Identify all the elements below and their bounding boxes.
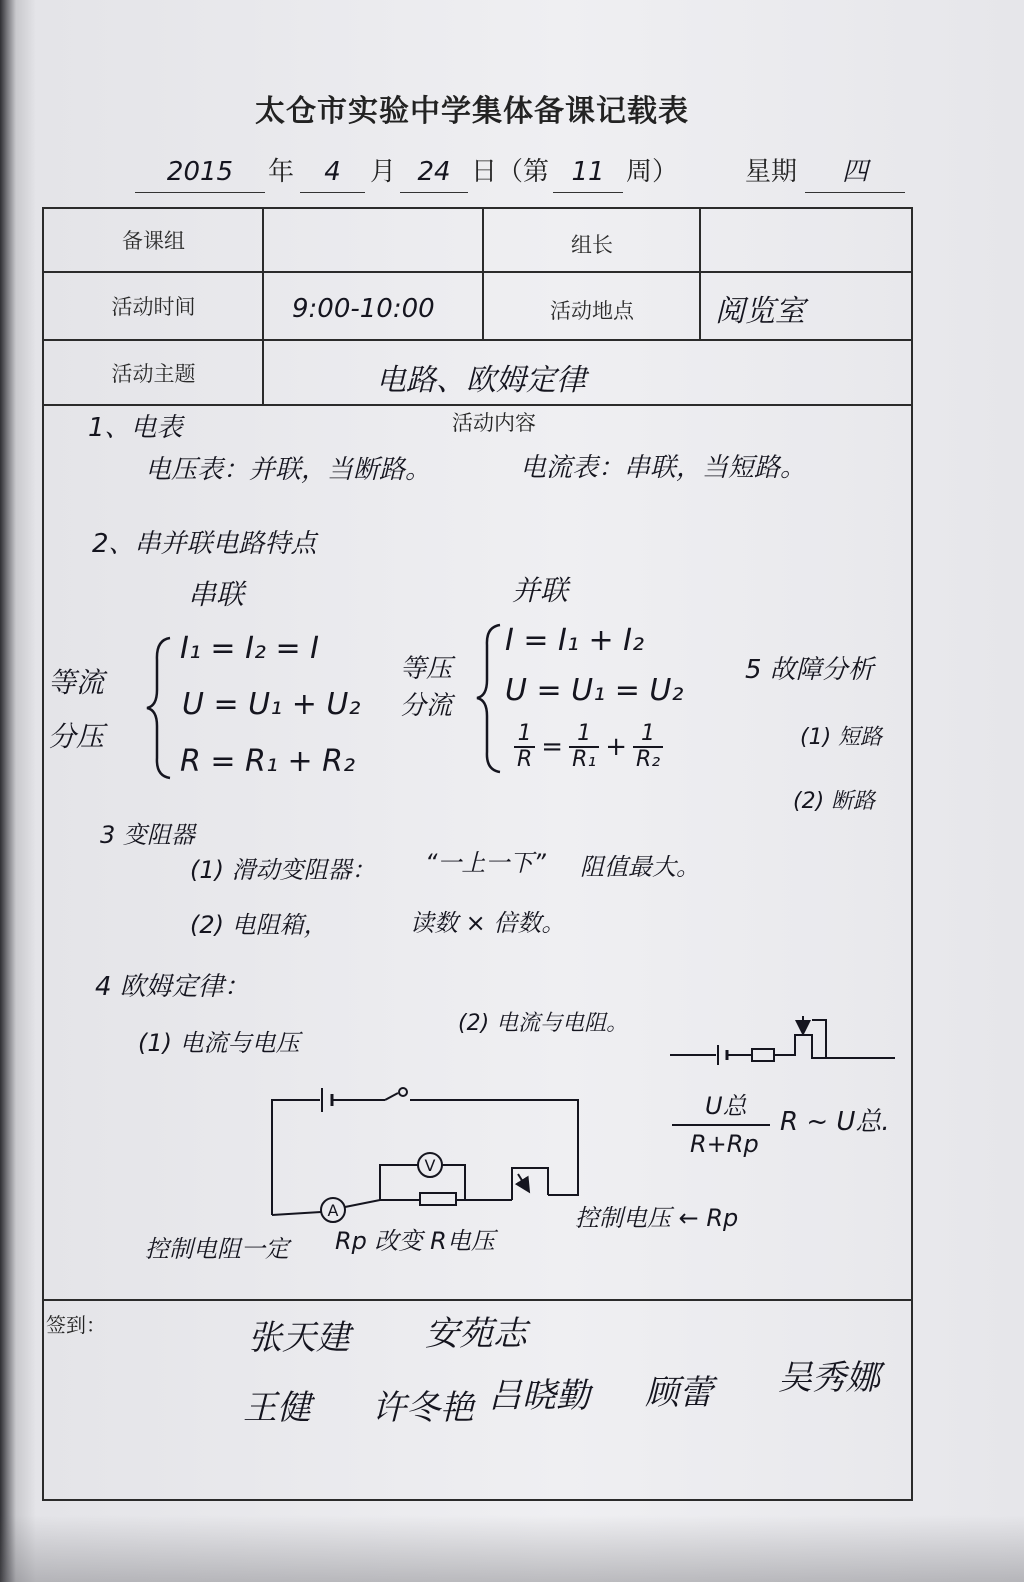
date-day-label: 日（第 [471, 157, 550, 187]
signature: 吕晓勤 [488, 1376, 590, 1416]
signature: 吴秀娜 [778, 1358, 880, 1398]
group-value [265, 210, 482, 270]
ammeter-note: 电流表：串联，当短路。 [520, 453, 807, 483]
topic-label: 活动主题 [111, 362, 196, 386]
content-label: 活动内容 [452, 411, 536, 435]
series-current-equation: I₁ = I₂ = I [180, 631, 320, 666]
parallel-current-equation: I = I₁ + I₂ [505, 623, 645, 658]
signature: 张天建 [248, 1318, 350, 1358]
formula-denominator: R+Rp [690, 1130, 759, 1158]
date-month-label: 月 [370, 157, 397, 187]
parallel-brace [477, 625, 500, 772]
fault-short-circuit: (1) 短路 [800, 725, 883, 750]
fraction-numerator: 1 [577, 721, 592, 746]
fraction-denominator: R₂ [633, 746, 663, 772]
section-3-heading: 3 变阻器 [100, 821, 195, 849]
equals-sign: = [541, 731, 564, 762]
voltmeter-branch [442, 1165, 465, 1200]
signature: 王健 [243, 1388, 311, 1428]
switch-contact [399, 1088, 407, 1096]
switch-blade [385, 1093, 398, 1100]
circuit-wire [345, 1200, 420, 1207]
resistance-box-note: 读数 × 倍数。 [410, 909, 566, 937]
ohm-item-1: (1) 电流与电压 [138, 1029, 300, 1057]
signature: 安苑志 [425, 1314, 527, 1354]
circuit-note-left-b: Rp 改变 R电压 [335, 1227, 495, 1255]
section-2-heading: 2、串并联电路特点 [92, 529, 317, 559]
voltmeter-note: 电压表：并联，当断路。 [145, 455, 432, 485]
date-month: 4 [300, 158, 365, 193]
date-year-label: 年 [268, 157, 295, 187]
fraction-denominator: R [514, 746, 535, 772]
circuit-wire [272, 1100, 320, 1215]
fraction [633, 722, 663, 772]
circuit-wire [410, 1100, 578, 1195]
time-label: 活动时间 [111, 295, 196, 319]
date-weekday: 四 [805, 158, 905, 193]
fraction [514, 722, 535, 772]
parallel-side-bottom: 分流 [400, 691, 453, 721]
fraction-denominator: R₁ [569, 746, 599, 772]
time-value: 9:00-10:00 [292, 294, 435, 324]
date-weekday-label: 星期 [745, 157, 798, 187]
leader-value [702, 210, 911, 270]
rheostat-slider-arrow [518, 1174, 528, 1190]
resistor [420, 1193, 456, 1205]
series-side-top: 等流 [48, 666, 105, 699]
signature: 许冬艳 [372, 1388, 474, 1428]
fraction-numerator: 1 [641, 721, 656, 746]
resistor [752, 1049, 774, 1061]
page-title: 太仓市实验中学集体备课记载表 [255, 94, 689, 129]
series-brace [147, 638, 170, 778]
signature: 顾蕾 [645, 1373, 713, 1413]
formula-numerator: U总 [705, 1092, 747, 1120]
parallel-resistance-equation [510, 722, 667, 772]
circuit-note-right: 控制电压 ← Rp [575, 1204, 739, 1232]
parallel-voltage-equation: U = U₁ = U₂ [505, 673, 684, 708]
series-title: 串联 [188, 578, 245, 611]
group-label: 备课组 [122, 229, 185, 253]
circuit-note-left-a: 控制电阻一定 [145, 1235, 289, 1263]
series-voltage-equation: U = U₁ + U₂ [182, 687, 361, 722]
rheostat-body [812, 1020, 826, 1058]
voltmeter-branch [380, 1165, 418, 1200]
ohm-item-2: (2) 电流与电阻。 [458, 1011, 629, 1036]
date-year: 2015 [135, 158, 265, 193]
topic-value: 电路、欧姆定律 [376, 363, 586, 398]
ammeter-label: A [327, 1201, 339, 1220]
fault-open-circuit: (2) 断路 [793, 789, 876, 814]
place-label: 活动地点 [550, 299, 634, 323]
date-day: 24 [400, 158, 468, 193]
parallel-title: 并联 [512, 574, 569, 607]
place-value: 阅览室 [715, 294, 805, 329]
leader-label: 组长 [571, 233, 613, 257]
series-resistance-equation: R = R₁ + R₂ [180, 744, 356, 779]
rheostat-item-label: (1) 滑动变阻器： [190, 856, 376, 884]
plus-sign: + [605, 731, 627, 762]
voltmeter-label: V [424, 1156, 436, 1175]
section-4-heading: 4 欧姆定律： [95, 972, 250, 1002]
rheostat-note: 阻值最大。 [580, 853, 700, 881]
circuit-wire [272, 1212, 321, 1215]
parallel-side-top: 等压 [400, 654, 453, 684]
fraction-numerator: 1 [517, 721, 532, 746]
signin-label: 签到： [46, 1313, 106, 1337]
fraction [569, 722, 599, 772]
formula-tail: R ~ U总. [780, 1107, 890, 1137]
rheostat-rule: “一上一下” [425, 849, 546, 877]
date-week: 11 [553, 158, 623, 193]
section-5-heading: 5 故障分析 [745, 655, 874, 685]
series-side-bottom: 分压 [48, 720, 105, 753]
section-1-heading: 1、电表 [88, 413, 183, 443]
rheostat-body [512, 1168, 548, 1200]
date-week-label: 周） [626, 157, 679, 187]
rheostat-body [774, 1035, 895, 1058]
resistance-box-label: (2) 电阻箱， [190, 911, 328, 939]
